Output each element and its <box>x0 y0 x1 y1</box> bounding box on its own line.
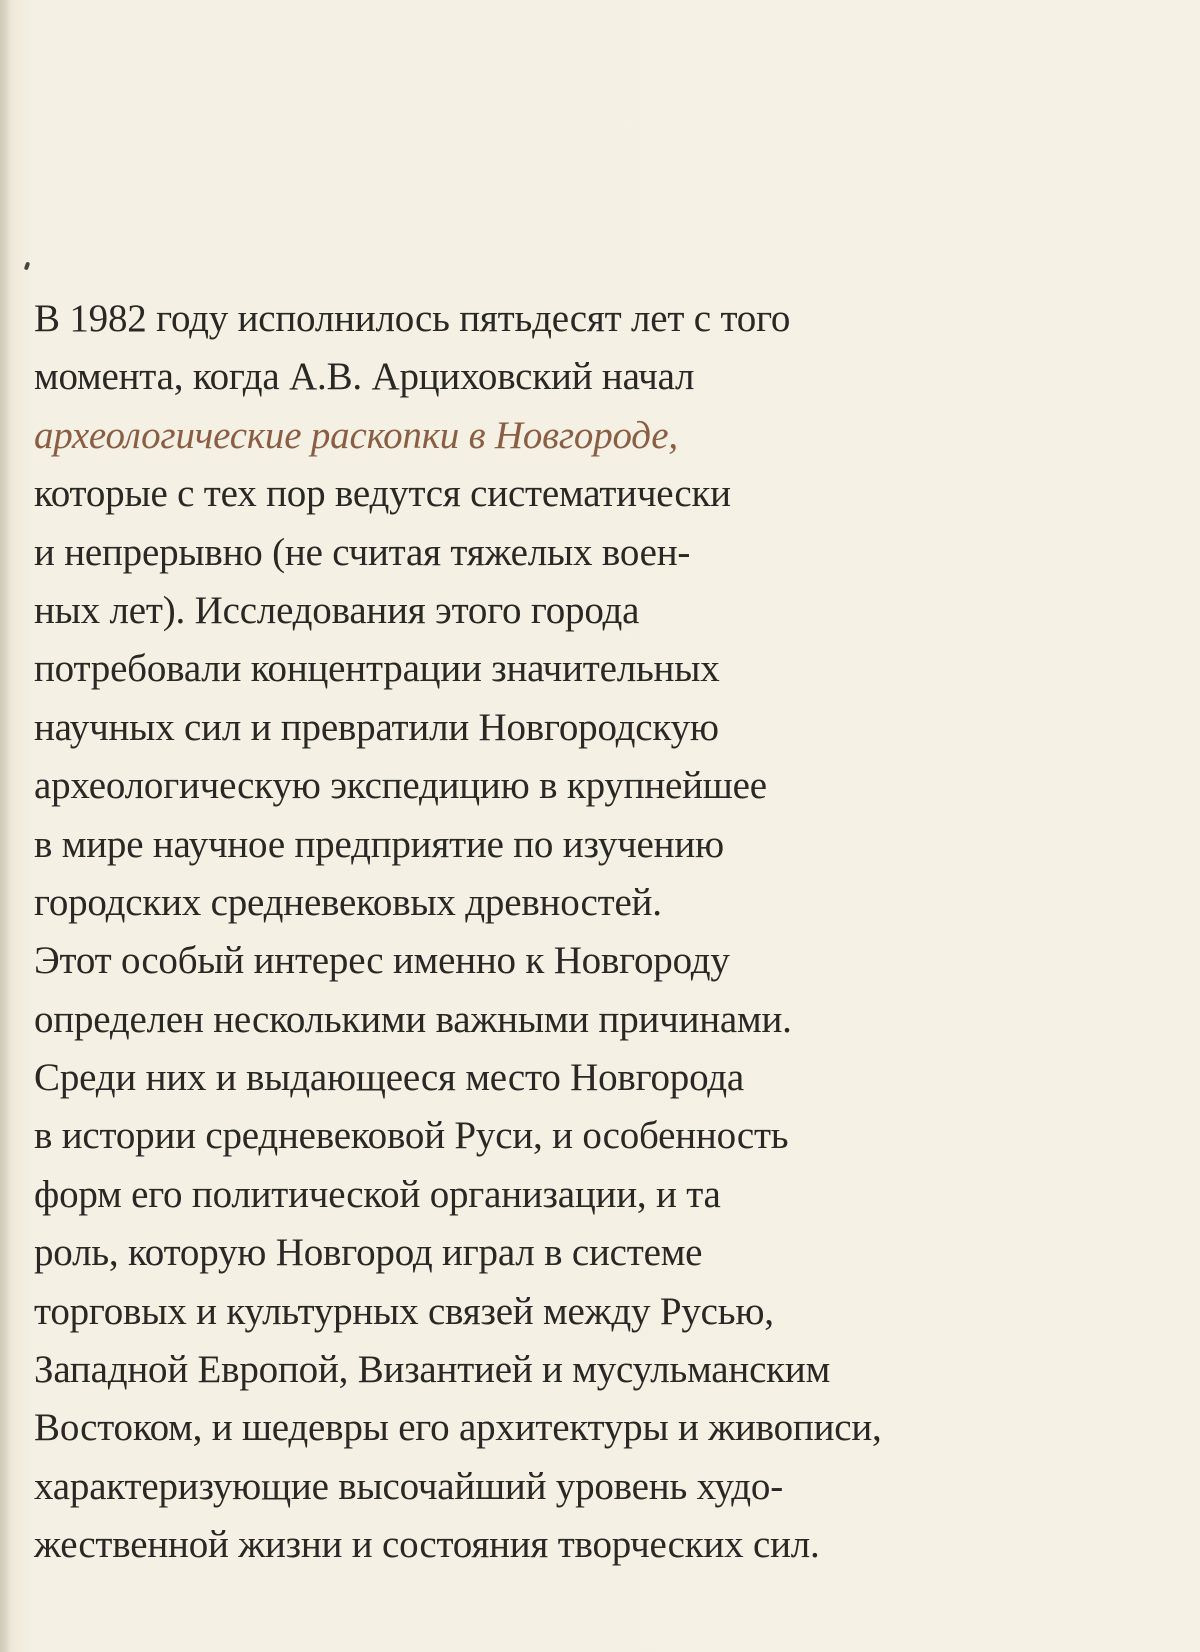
text-line-6: ных лет). Исследования этого города <box>34 588 640 632</box>
stray-mark <box>24 262 30 271</box>
text-line-7: потребовали концентрации значительных <box>34 647 720 691</box>
text-line-17: роль, которую Новгород играл в системе <box>34 1231 703 1275</box>
text-line-5: и непрерывно (не считая тяжелых воен- <box>34 530 691 574</box>
text-line-10: в мире научное предприятие по изучению <box>34 822 724 866</box>
highlighted-phrase: археологические раскопки в Новгороде, <box>34 413 678 457</box>
text-line-8: научных сил и превратили Новгородскую <box>34 705 719 749</box>
text-line-13: определен несколькими важными причинами. <box>34 997 792 1041</box>
text-line-20: Востоком, и шедевры его архитектуры и живописи, <box>34 1406 882 1450</box>
text-line-15: в истории средневековой Руси, и особенность <box>34 1114 789 1158</box>
text-line-19: Западной Европой, Византией и мусульманским <box>34 1348 831 1392</box>
text-line-9: археологическую экспедицию в крупнейшее <box>34 764 767 808</box>
text-line-16: форм его политической организации, и та <box>34 1172 721 1216</box>
text-line-14: Среди них и выдающееся место Новгорода <box>34 1056 744 1100</box>
text-line-21: характеризующие высочайший уровень худо- <box>34 1464 783 1508</box>
body-paragraph <box>34 290 1164 1575</box>
text-line-12: Этот особый интерес именно к Новгороду <box>34 939 730 983</box>
text-line-1: В 1982 году исполнилось пятьдесят лет с того <box>34 297 791 340</box>
text-line-2: момента, когда А.В. Арциховский начал <box>34 355 695 399</box>
text-line-18: торговых и культурных связей между Русью, <box>34 1289 774 1333</box>
text-line-11: городских средневековых древностей. <box>34 880 662 924</box>
text-line-4: которые с тех пор ведутся систематически <box>34 472 731 516</box>
text-line-22: жественной жизни и состояния творческих сил. <box>34 1523 820 1567</box>
page-gutter-shadow <box>0 0 10 1652</box>
